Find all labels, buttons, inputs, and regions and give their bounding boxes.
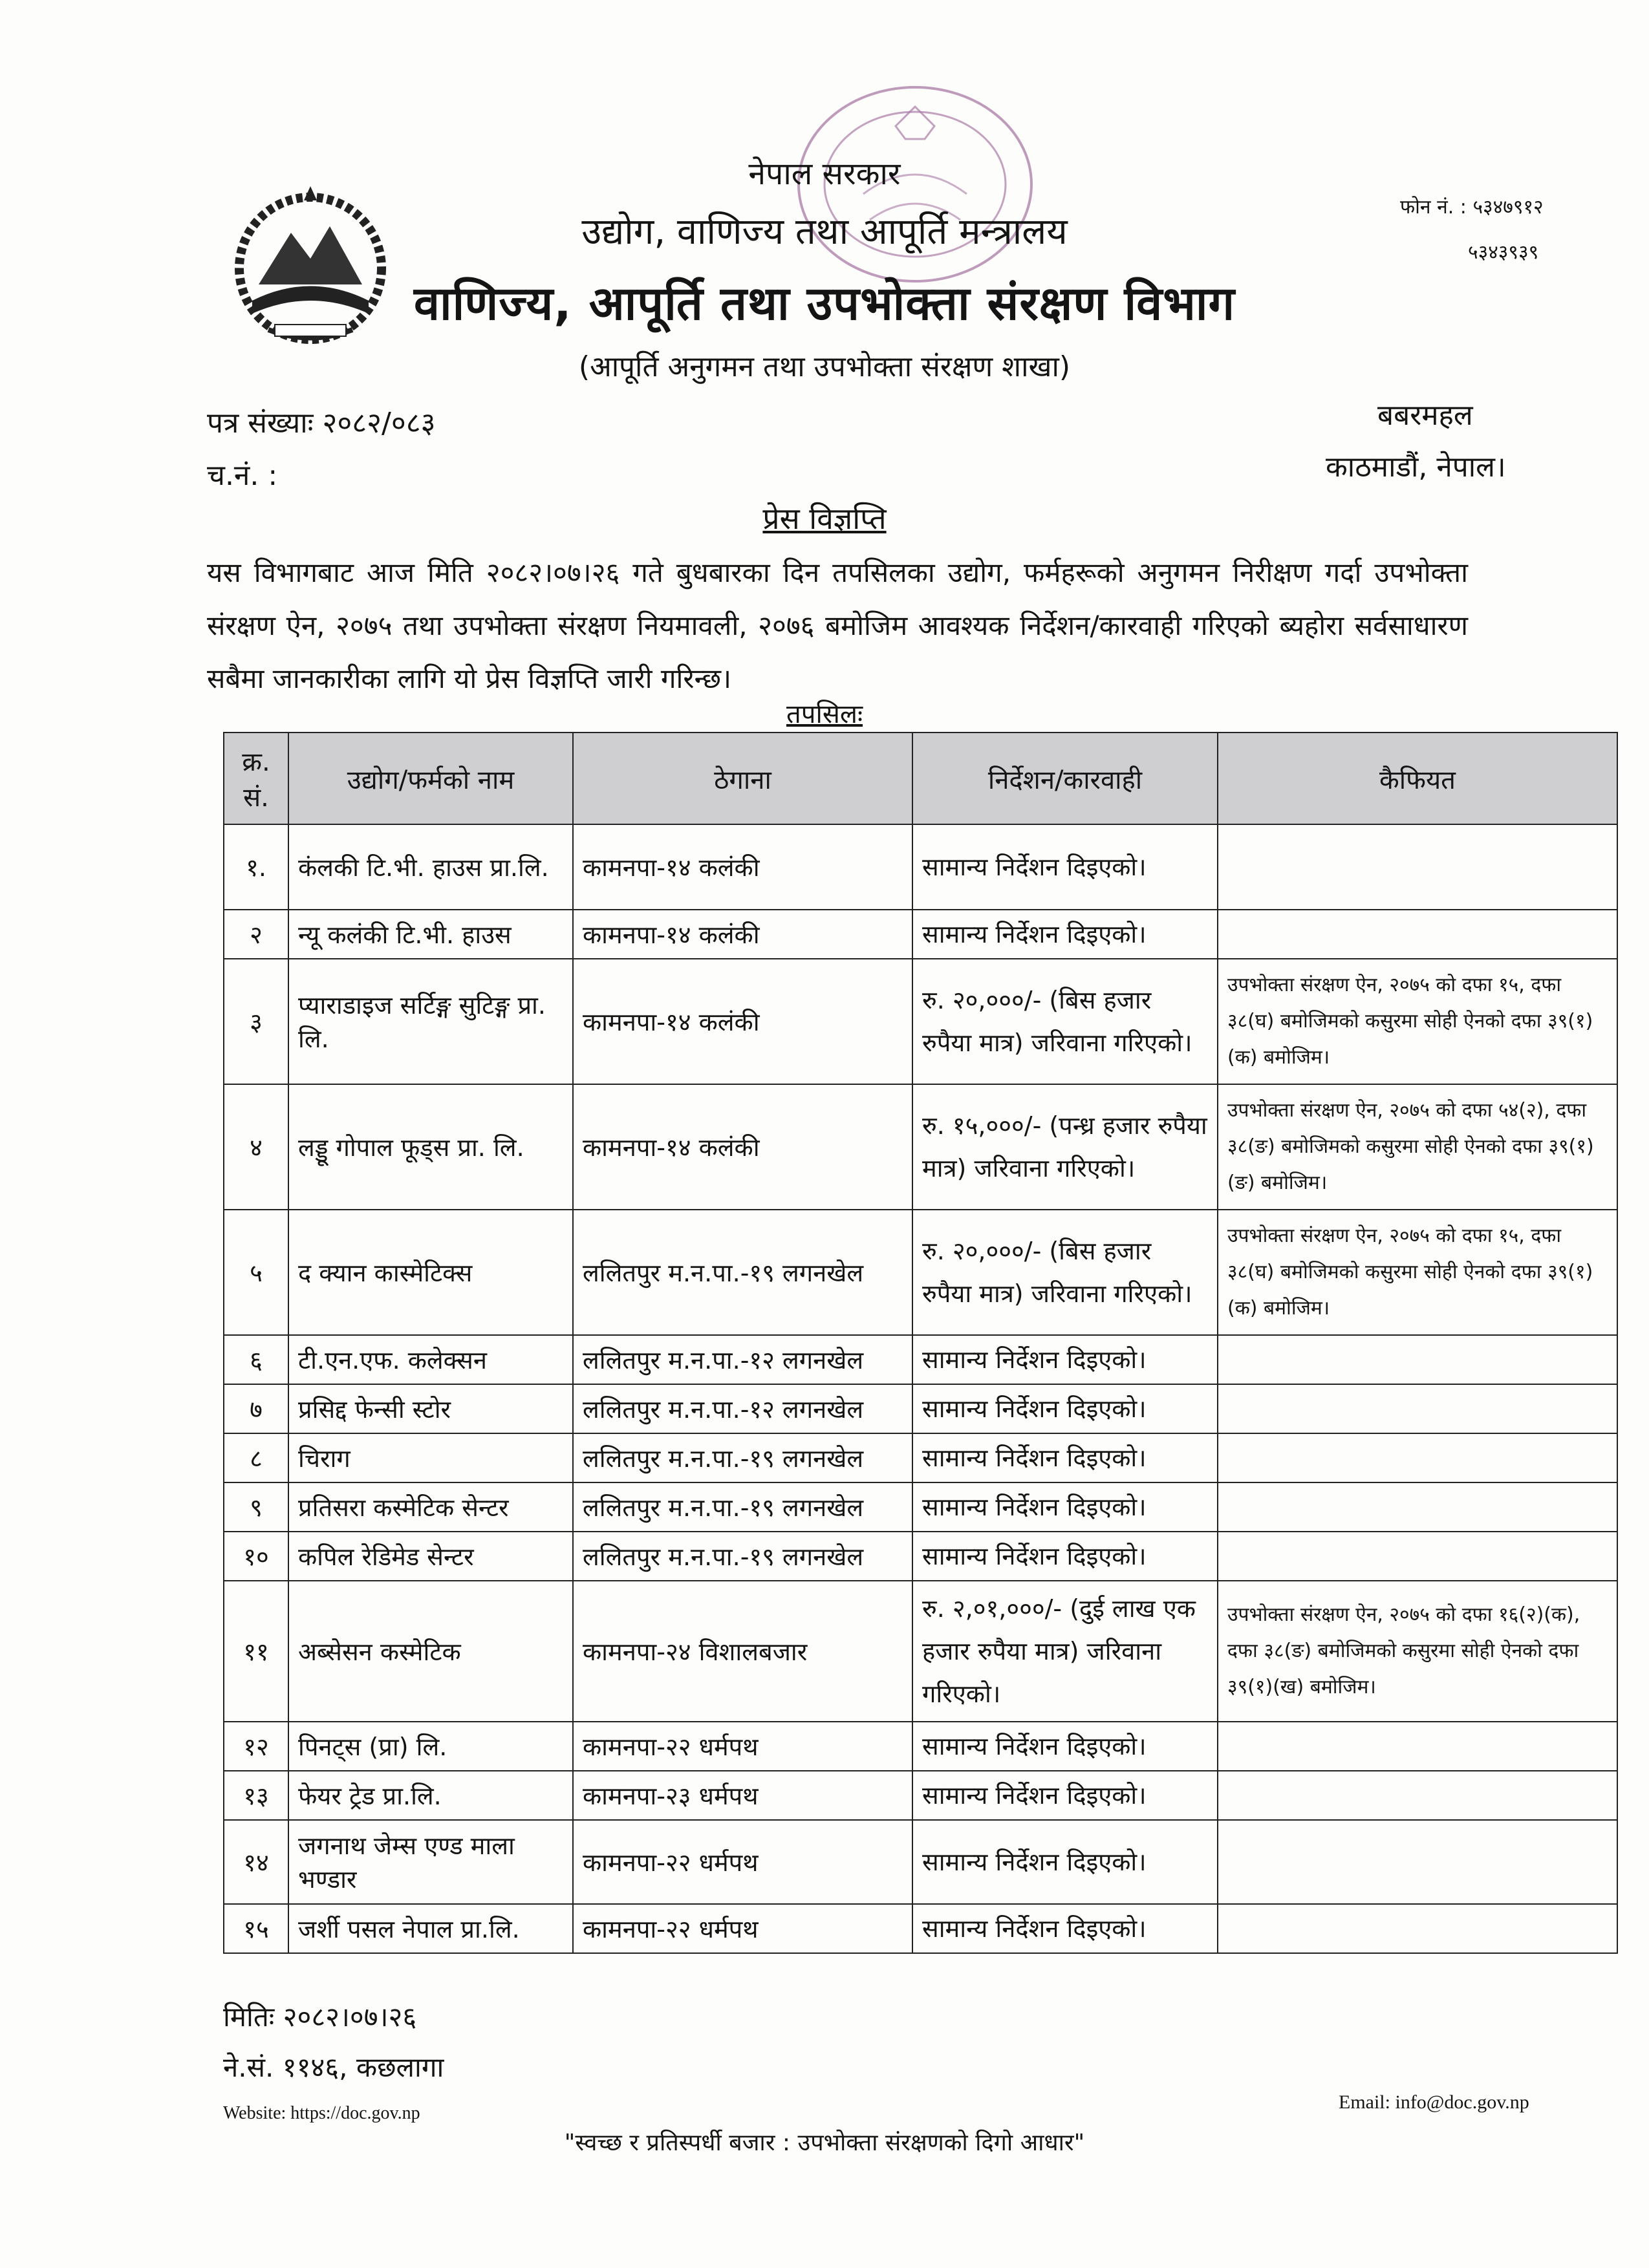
table-row	[224, 1482, 1617, 1532]
cell-remarks: उपभोक्ता संरक्षण ऐन, २०७५ को दफा १६(२)(क), दफा ३८(ङ) बमोजिमको कसुरमा सोही ऐनको दफा ३९(१)(ख) बमोजिम।	[1218, 1581, 1617, 1722]
cell-name: चिराग	[288, 1433, 573, 1482]
table-row	[224, 1084, 1617, 1210]
cell-remarks: उपभोक्ता संरक्षण ऐन, २०७५ को दफा १५, दफा ३८(घ) बमोजिमको कसुरमा सोही ऐनको दफा ३९(१)(क) बमोजिम।	[1218, 959, 1617, 1084]
table-row	[224, 1532, 1617, 1581]
cell-address: कामनपा-२२ धर्मपथ	[573, 1722, 912, 1771]
cell-sn: ९	[224, 1482, 288, 1532]
dispatch-number: च.नं. :	[207, 459, 278, 492]
cell-sn: १३	[224, 1771, 288, 1820]
cell-remarks	[1218, 1335, 1617, 1384]
cell-remarks	[1218, 824, 1617, 910]
cell-action: सामान्य निर्देशन दिइएको।	[912, 1433, 1218, 1482]
cell-address: ललितपुर म.न.पा.-१२ लगनखेल	[573, 1384, 912, 1433]
department-name: वाणिज्य, आपूर्ति तथा उपभोक्ता संरक्षण विभाग	[413, 276, 1236, 330]
cell-sn: १४	[224, 1820, 288, 1904]
cell-address: कामनपा-२२ धर्मपथ	[573, 1820, 912, 1904]
table-row	[224, 1433, 1617, 1482]
cell-name: प्रतिसरा कस्मेटिक सेन्टर	[288, 1482, 573, 1532]
cell-action: रु. १५,०००/- (पन्ध्र हजार रुपैया मात्र) जरिवाना गरिएको।	[912, 1084, 1218, 1210]
cell-action: सामान्य निर्देशन दिइएको।	[912, 1482, 1218, 1532]
cell-remarks: उपभोक्ता संरक्षण ऐन, २०७५ को दफा १५, दफा ३८(घ) बमोजिमको कसुरमा सोही ऐनको दफा ३९(१)(क) बमोजिम।	[1218, 1210, 1617, 1335]
cell-name: कंलकी टि.भी. हाउस प्रा.लि.	[288, 824, 573, 910]
cell-address: कामनपा-१४ कलंकी	[573, 910, 912, 959]
cell-action: सामान्य निर्देशन दिइएको।	[912, 1771, 1218, 1820]
cell-remarks	[1218, 1722, 1617, 1771]
cell-remarks	[1218, 1904, 1617, 1953]
table-row	[224, 1904, 1617, 1953]
phone-number-2: ५३४३९३९	[1468, 241, 1539, 264]
cell-sn: ४	[224, 1084, 288, 1210]
cell-name: प्रसिद्द फेन्सी स्टोर	[288, 1384, 573, 1433]
email-link[interactable]: Email: info@doc.gov.np	[1339, 2091, 1529, 2113]
cell-name: टी.एन.एफ. कलेक्सन	[288, 1335, 573, 1384]
cell-sn: १५	[224, 1904, 288, 1953]
cell-action: सामान्य निर्देशन दिइएको।	[912, 824, 1218, 910]
cell-action: रु. २०,०००/- (बिस हजार रुपैया मात्र) जरिवाना गरिएको।	[912, 959, 1218, 1084]
address-line-2: काठमाडौं, नेपाल।	[1326, 451, 1506, 484]
cell-address: ललितपुर म.न.पा.-१९ लगनखेल	[573, 1482, 912, 1532]
cell-action: सामान्य निर्देशन दिइएको।	[912, 1722, 1218, 1771]
schedule-title: तपसिलः	[786, 700, 863, 729]
cell-name: कपिल रेडिमेड सेन्टर	[288, 1532, 573, 1581]
cell-remarks	[1218, 1433, 1617, 1482]
header-remarks: कैफियत	[1218, 733, 1617, 824]
cell-sn: ६	[224, 1335, 288, 1384]
cell-sn: १.	[224, 824, 288, 910]
table-row	[224, 1771, 1617, 1820]
address-line-1: बबरमहल	[1377, 399, 1473, 432]
cell-address: ललितपुर म.न.पा.-१९ लगनखेल	[573, 1210, 912, 1335]
cell-name: अब्सेसन कस्मेटिक	[288, 1581, 573, 1722]
cell-address: कामनपा-१४ कलंकी	[573, 824, 912, 910]
cell-name: जर्शी पसल नेपाल प्रा.लि.	[288, 1904, 573, 1953]
cell-name: द क्यान कास्मेटिक्स	[288, 1210, 573, 1335]
cell-address: ललितपुर म.न.पा.-१२ लगनखेल	[573, 1335, 912, 1384]
phone-number-1: फोन नं. : ५३४७९१२	[1400, 196, 1544, 219]
cell-sn: ५	[224, 1210, 288, 1335]
cell-action: सामान्य निर्देशन दिइएको।	[912, 910, 1218, 959]
cell-name: प्याराडाइज सर्टिङ्ग सुटिङ्ग प्रा. लि.	[288, 959, 573, 1084]
table-row	[224, 1384, 1617, 1433]
cell-address: कामनपा-२२ धर्मपथ	[573, 1904, 912, 1953]
cell-sn: ७	[224, 1384, 288, 1433]
cell-address: कामनपा-२३ धर्मपथ	[573, 1771, 912, 1820]
cell-remarks	[1218, 1771, 1617, 1820]
nepal-sambat-date: ने.सं. ११४६, कछलागा	[223, 2051, 444, 2083]
table-row	[224, 1820, 1617, 1904]
cell-sn: २	[224, 910, 288, 959]
cell-name: पिनट्स (प्रा) लि.	[288, 1722, 573, 1771]
cell-action: सामान्य निर्देशन दिइएको।	[912, 1335, 1218, 1384]
table-row	[224, 1722, 1617, 1771]
cell-action: रु. २,०१,०००/- (दुई लाख एक हजार रुपैया मात्र) जरिवाना गरिएको।	[912, 1581, 1218, 1722]
table-header-row	[224, 733, 1617, 824]
cell-sn: ३	[224, 959, 288, 1084]
cell-remarks: उपभोक्ता संरक्षण ऐन, २०७५ को दफा ५४(२), दफा ३८(ङ) बमोजिमको कसुरमा सोही ऐनको दफा ३९(१)(ङ) बमोजिम।	[1218, 1084, 1617, 1210]
cell-name: फेयर ट्रेड प्रा.लि.	[288, 1771, 573, 1820]
cell-action: रु. २०,०००/- (बिस हजार रुपैया मात्र) जरिवाना गरिएको।	[912, 1210, 1218, 1335]
cell-sn: ११	[224, 1581, 288, 1722]
letter-number: पत्र संख्याः २०८२/०८३	[207, 407, 436, 440]
header-address: ठेगाना	[573, 733, 912, 824]
table-row	[224, 1335, 1617, 1384]
cell-remarks	[1218, 910, 1617, 959]
cell-address: कामनपा-१४ कलंकी	[573, 1084, 912, 1210]
header-name: उद्योग/फर्मको नाम	[288, 733, 573, 824]
website-link[interactable]: Website: https://doc.gov.np	[223, 2103, 420, 2123]
cell-action: सामान्य निर्देशन दिइएको।	[912, 1904, 1218, 1953]
cell-action: सामान्य निर्देशन दिइएको।	[912, 1532, 1218, 1581]
ministry-name: उद्योग, वाणिज्य तथा आपूर्ति मन्त्रालय	[581, 211, 1068, 253]
table-row	[224, 959, 1617, 1084]
cell-action: सामान्य निर्देशन दिइएको।	[912, 1820, 1218, 1904]
header-action: निर्देशन/कारवाही	[912, 733, 1218, 824]
cell-name: न्यू कलंकी टि.भी. हाउस	[288, 910, 573, 959]
press-release-body: यस विभागबाट आज मिति २०८२।०७।२६ गते बुधबारका दिन तपसिलका उद्योग, फर्महरूको अनुगमन निरीक्षण गर्दा उपभोक्ता संरक्षण ऐन, २०७५ तथा उपभोक्ता संरक्षण नियमावली, २०७६ बमोजिम आवश्यक निर्देशन/कारवाही गरिएको ब्यहोरा सर्वसाधारण सबैमा जानकारीका लागि यो प्रेस विज्ञप्ति जारी गरिन्छ।	[207, 557, 1468, 694]
cell-remarks	[1218, 1820, 1617, 1904]
press-release-title: प्रेस विज्ञप्ति	[762, 501, 887, 536]
cell-address: ललितपुर म.न.पा.-१९ लगनखेल	[573, 1433, 912, 1482]
cell-remarks	[1218, 1482, 1617, 1532]
table-row	[224, 824, 1617, 910]
cell-name: जगनाथ जेम्स एण्ड माला भण्डार	[288, 1820, 573, 1904]
header-sn: क्र. सं.	[224, 733, 288, 824]
cell-remarks	[1218, 1532, 1617, 1581]
cell-address: कामनपा-२४ विशालबजार	[573, 1581, 912, 1722]
issue-date: मितिः २०८२।०७।२६	[223, 2001, 417, 2033]
cell-sn: १२	[224, 1722, 288, 1771]
slogan: "स्वच्छ र प्रतिस्पर्धी बजार : उपभोक्ता संरक्षणको दिगो आधार"	[564, 2130, 1085, 2156]
cell-address: कामनपा-१४ कलंकी	[573, 959, 912, 1084]
table-row	[224, 1210, 1617, 1335]
table-row	[224, 910, 1617, 959]
table-row	[224, 1581, 1617, 1722]
inspection-table	[223, 732, 1618, 1954]
cell-action: सामान्य निर्देशन दिइएको।	[912, 1384, 1218, 1433]
branch-name: (आपूर्ति अनुगमन तथा उपभोक्ता संरक्षण शाखा)	[578, 350, 1071, 383]
cell-name: लड्डू गोपाल फूड्स प्रा. लि.	[288, 1084, 573, 1210]
cell-sn: ८	[224, 1433, 288, 1482]
cell-sn: १०	[224, 1532, 288, 1581]
cell-address: ललितपुर म.न.पा.-१९ लगनखेल	[573, 1532, 912, 1581]
government-name: नेपाल सरकार	[748, 156, 901, 192]
cell-remarks	[1218, 1384, 1617, 1433]
